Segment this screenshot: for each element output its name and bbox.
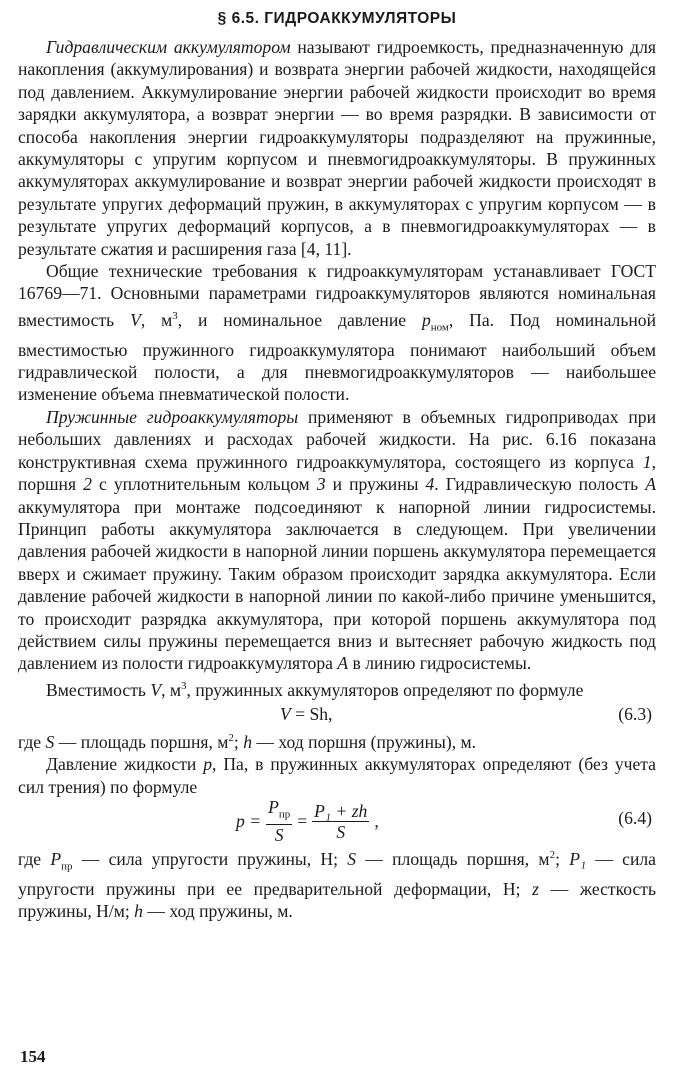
section-heading: § 6.5. ГИДРОАККУМУЛЯТОРЫ (217, 10, 457, 27)
paragraph-capacity: Вместимость V, $м^3$, пружинных аккумуляторов определяют по формуле (46, 679, 584, 700)
formula-number: (6.4) (618, 808, 652, 829)
paragraph-pressure: Давление жидкости p, Па, в пружинных аккумуляторах определяют (без учета сил трения) по формуле (18, 754, 656, 797)
paragraph-where-p: где $P_{пр}$ — сила упругости пружины, Н; S — площадь поршня, $м^2$; P₁ — сила упругости пружины при ее предварительной деформации, Н; z — жесткость пружины, Н/м; h — ход пружины, м. (18, 848, 656, 922)
paragraph-definition: Гидравлическим аккумулятором называют гидроемкость, предназначенную для накопления (аккумулирования) и возврата энергии рабочей жидкости, находящейся под давлением. Аккумулирование энергии рабочей жидкости происходит во время зарядки аккумулятора, а возврат энергии — во время разрядки. В зависимости от способа накопления энергии гидроаккумуляторы подразделяют на пружинные, аккумуляторы с упругим корпусом и пневмогидроаккумуляторы. В пружинных аккумуляторах аккумулирование и возврат энергии рабочей жидкости происходят в результате упругих деформаций пружин, в аккумуляторах с упругим корпусом — в результате упругих деформаций корпусов, а в пневмогидроаккумуляторах — в результате сжатия и расширения газа [4, 11]. (18, 37, 656, 259)
term-hydraulic-accumulator: Гидравлическим аккумулятором (46, 37, 291, 57)
page-body (18, 10, 656, 923)
formula-number: (6.3) (618, 704, 652, 725)
paragraph-requirements: Общие технические требования к гидроаккумуляторам устанавливает ГОСТ 16769—71. Основными параметрами гидроаккумуляторов являются номинальная вместимость V, $м^3$, и номинальное давление $p_{ном}$, Па. Под номинальной вместимостью пружинного гидроаккумулятора понимают наибольший объем гидравлической полости, а для пневмогидроаккумуляторов — наибольшее изменение объема пневматической полости. (18, 261, 656, 405)
term-spring-accumulators: Пружинные гидроаккумуляторы (46, 406, 299, 427)
paragraph-spring-accumulators: Пружинные гидроаккумуляторы применяют в объемных гидроприводах при небольших давлениях и расходах рабочей жидкости. На рис. 6.16 показана конструктивная схема пружинного гидроаккумулятора, состоящего из корпуса 1, поршня 2 с уплотнительным кольцом 3 и пружины 4. Гидравлическую полость A аккумулятора при монтаже подсоединяют к напорной линии гидросистемы. Принцип работы аккумулятора заключается в следующем. При увеличении давления рабочей жидкости в напорной линии поршень аккумулятора перемещается вверх и сжимает пружину. Таким образом происходит зарядка аккумулятора. Если давление рабочей жидкости в напорной линии по какой-либо причине уменьшится, то происходит разрядка аккумулятора, при которой поршень аккумулятора под действием силы пружины перемещается вниз и вытесняет рабочую жидкость под давлением из полости гидроаккумулятора A в линию гидросистемы. (18, 406, 657, 674)
paragraph-where-s: где S — площадь поршня, $м^2$; h — ход поршня (пружины), м. (18, 731, 477, 752)
fraction-p1-zh-over-s: $\frac{\text{P₁ + zh}}{S}$ (314, 800, 368, 842)
formula-6-4: p = $\frac{P_{пр}}{S}$ = $\frac{\text{P₁ + zh}}{S}$ , (6.4) (236, 796, 652, 846)
formula-6-3: V = Sh, (6.3) (18, 701, 656, 727)
page-number: 154 (20, 1047, 46, 1066)
fraction-p-pr-over-s: $\frac{P_{пр}}{S}$ (268, 796, 291, 846)
